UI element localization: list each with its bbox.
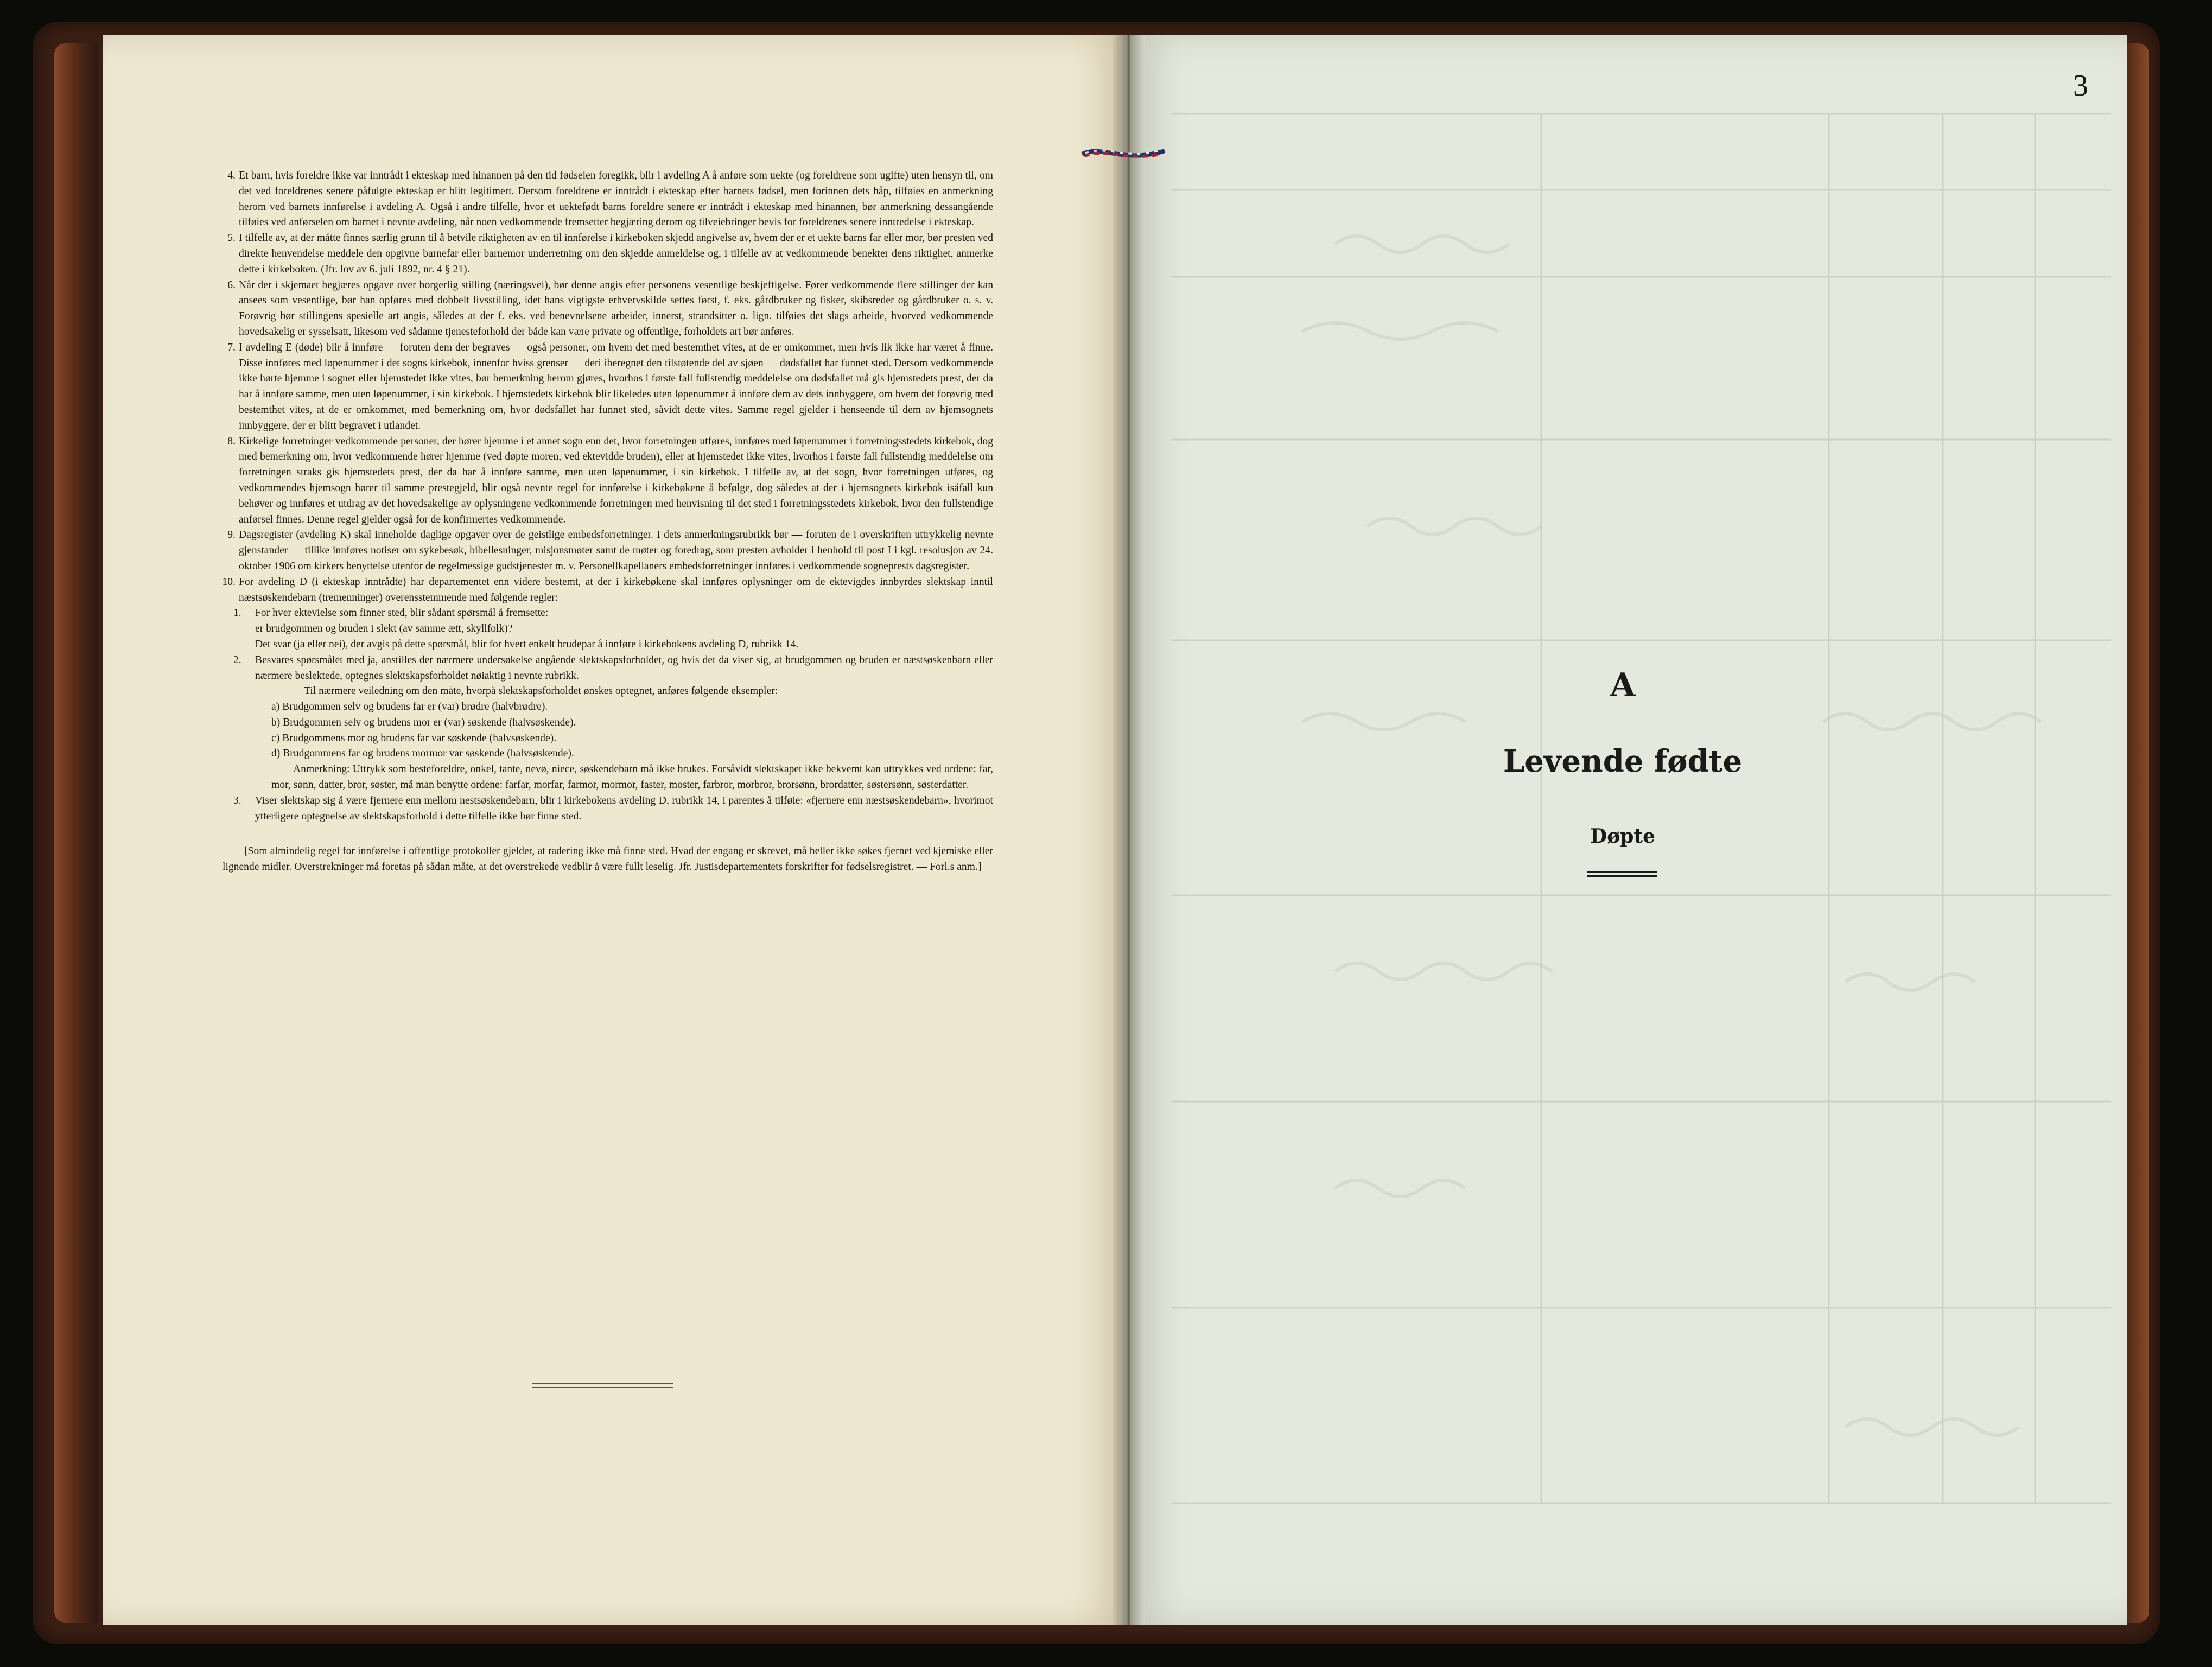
instruction-item: 9. Dagsregister (avdeling K) skal inneholde daglige opgaver over de geistlige embedsforretninger. I dets anmerkningsrubrikk bør — foruten de i overskriften uttrykkelig nevnte gjenstander — tillike innføres notiser om sykebesøk, bibellesninger, misjonsmøter samt de møter og foredrag, som presten avholder i henhold til post I i kgl. resolusjon av 24. oktober 1906 om kirkers benyttelse utenfor de regelmessige gudstjenester m. v. Personellkapellaners embedsforretninger innføres i vedkommende sogneprests dagsregister. — [227, 529, 993, 572]
instructions-text — [223, 168, 993, 875]
section-letter: A — [1610, 666, 1636, 704]
rule-sub-item: 3. Viser slektskap sig å være fjernere enn mellom nestsøskendebarn, blir i kirkebokens avdeling D, rubrikk 14, i parentes å tilføie: «fjernere enn næstsøskendebarn», hvorimot ytterligere optegnelse av slektskapsforhold i dette tilfelle ikke bør finne sted. — [233, 794, 993, 822]
rule-sub-item: 1. For hver ektevielse som finner sted, blir sådant spørsmål å fremsette: er brudgommen og bruden i slekt (av samme ætt, skyllfolk)? Det svar (ja eller nei), der avgis på dette spørsmål, blir for hvert enkelt brudepar å innføre i kirkebokens avdeling D, rubrikk 14. — [233, 607, 799, 650]
publisher-footnote: [Som almindelig regel for innførelse i offentlige protokoller gjelder, at radering ikke må finne sted. Hvad der engang er skrevet, må heller ikke søkes fjernet ved kjemiske eller lignende midler. Overstrekninger må foretas på sådan måte, at det overstrekede vedblir å være fullt leselig. Jfr. Justisdepartementets forskrifter for fødselsregistret. — Forl.s anm.] — [223, 845, 993, 873]
cover-edge-left — [54, 43, 98, 1623]
instruction-item: 8. Kirkelige forretninger vedkommende personer, der hører hjemme i et annet sogn enn det, hvor forretningen utføres, innføres med løpenummer i forretningsstedets kirkebok, dog med bemerkning om, hvor vedkommende hører hjemme (ved døpte moren, ved ektevidde bruden), eller at hjemstedet ikke vites, hvorhos i første fall fullstendig meddelelse om forretningen straks gis hjemstedets prest, der da har å innføre samme, men uten løpenummer, i sin kirkebok. I tilfelle av, at det sogn, hvor forretningen utføres, og vedkommendes hjemsogn hører til samme prestegjeld, blir også nevnte regel for innførelse i kirkebøkene å befølge, dog således at der i hjemsognets kirkebok isåfall kun behøver og innføres et utdrag av det hovedsakelige av oplysningene vedkommende forretningen med henvisning til det sted i forretningsstedets kirkebok, hvor den fullstendige anførsel finnes. Denne regel gjelder også for de konfirmertes vedkommende. — [227, 435, 993, 525]
end-rule-top — [532, 1383, 673, 1384]
example-line: a) Brudgommen selv og brudens far er (var) brødre (halvbrødre). — [271, 701, 548, 713]
rule-sub-item: 2. Besvares spørsmålet med ja, anstilles der nærmere undersøkelse angående slektskapsforholdet, og hvis det da viser sig, at brudgommen og bruden er næstsøskenbarn eller nærmere beslektede, optegnes slektskapsforholdet nøiaktig i nevnte rubrikk. Til nærmere veiledning om den måte, hvorpå slektskapsforholdet ønskes optegnet, anføres følgende eksempler: — [233, 654, 993, 697]
bookmark-thread — [1080, 142, 1167, 164]
instruction-item: 5. I tilfelle av, at der måtte finnes særlig grunn til å betvile riktigheten av en til innførelse i kirkeboken skjedd angivelse av, hvem der er et uekte barns far eller mor, bør presten ved direkte henvendelse meddele den opgivne barnefar eller barnemor underretning om den skjedde anmeldelse og, i tilfelle av at vedkommende benekter dens riktighet, anmerke dette i kirkeboken. (Jfr. lov av 6. juli 1892, nr. 4 § 21). — [227, 232, 993, 275]
example-line: d) Brudgommens far og brudens mormor var søskende (halvsøskende). — [271, 748, 574, 760]
example-line: c) Brudgommens mor og brudens far var søskende (halvsøskende). — [271, 732, 557, 744]
page-number: 3 — [2073, 69, 2088, 103]
end-rule-bottom — [532, 1387, 673, 1388]
instruction-item: 7. I avdeling E (døde) blir å innføre — foruten dem der begraves — også personer, om hvem det med bestemthet vites, at de er omkommet, men hvis lik ikke har været å finne. Disse innføres med løpenummer i det sogns kirkebok, innenfor hviss grenser — deri iberegnet den tilstøtende del av sjøen — dødsfallet har funnet sted. Dersom vedkommende ikke hørte hjemme i sognet eller hjemstedet ikke vites, bør bemerkning herom gjøres, hvorhos i første fall fullstendig meddelelse om dødsfallet må gis hjemstedets prest, der da har å innføre samme, men uten løpenummer, i sin kirkebok. I hjemstedets kirkebok blir likeledes uten løpenummer å innføre dem av dets innbyggere, om hvem det forøvrig med bestemthet vites, at de er omkommet, med bemerkning om, hvor dødsfallet har funnet sted, såvidt dette vites. Samme regel gjelder i henseende til dem av hjemsognets innbyggere, der er blitt begravet i utlandet. — [227, 341, 993, 431]
instruction-item: 4. Et barn, hvis foreldre ikke var inntrådt i ekteskap med hinannen på den tid fødselen foregikk, blir i avdeling A å anføre som uekte (og foreldrene som ugifte) uten hensyn til, om det ved foreldrenes senere påfulgte ekteskap er blitt legitimert. Dersom foreldrene er inntrådt i ekteskap efter barnets fødsel, men forinnen dets håp, tilføies en anmerkning herom ved barnets innførelse i avdeling A. Også i andre tilfelle, hvor et uektefødt barns foreldre senere er inntrådt i ekteskap med hinannen, bør anmerkning dessangående tilføies ved anførselen om barnet i nevnte avdeling, når noen vedkommende fremsetter begjæring derom og tilveiebringer bevis for foreldrenes senere inntredelse i ekteskap. — [227, 170, 993, 228]
book-gutter — [1113, 35, 1145, 1625]
instruction-item: 6. Når der i skjemaet begjæres opgave over borgerlig stilling (næringsvei), bør denne angis efter personens vesentlige beskjeftigelse. Fører vedkommende flere stillinger der kan ansees som vesentlige, bør han opføres med dobbelt livsstilling, idet hans vigtigste erhvervskilde settes først, f. eks. gårdbruker og fisker, skibsreder og gårdbruker o. s. v. Forøvrig bør stillingens spesielle art angis, således at der f. eks. ved benevnelsene arbeider, innerst, strandsitter o. lign. tilføies det slags arbeide, hvorved vedkommende hovedsakelig er sysselsatt, likesom ved sådanne tjenesteforhold der både kan være private og offentlige, forholdets art bør anføres. — [227, 279, 993, 338]
title-rule-top — [1587, 871, 1657, 873]
anmerkning-note: Anmerkning: Uttrykk som besteforeldre, onkel, tante, nevø, niece, søskendebarn må ikke brukes. Forsåvidt slektskapet ikke bekvemt kan uttrykkes ved ordene: far, mor, sønn, datter, bror, søster, må man benytte ordene: farfar, morfar, farmor, mormor, faster, moster, farbror, morbror, brorsønn, brordatter, søstersønn, søsterdatter. — [271, 763, 993, 791]
instruction-item: 10. For avdeling D (i ekteskap inntrådte) har departementet enn videre bestemt, at der i kirkebøkene skal innføres oplysninger om de ektevigdes innbyrdes slektskap inntil næstsøskendebarn (tremenninger) overensstemmende med følgende regler: — [222, 576, 993, 603]
title-rule-bottom — [1587, 875, 1657, 877]
example-line: b) Brudgommen selv og brudens mor er (var) søskende (halvsøskende). — [271, 716, 576, 728]
section-title: Levende fødte — [1503, 743, 1743, 779]
section-subtitle: Døpte — [1590, 825, 1655, 848]
